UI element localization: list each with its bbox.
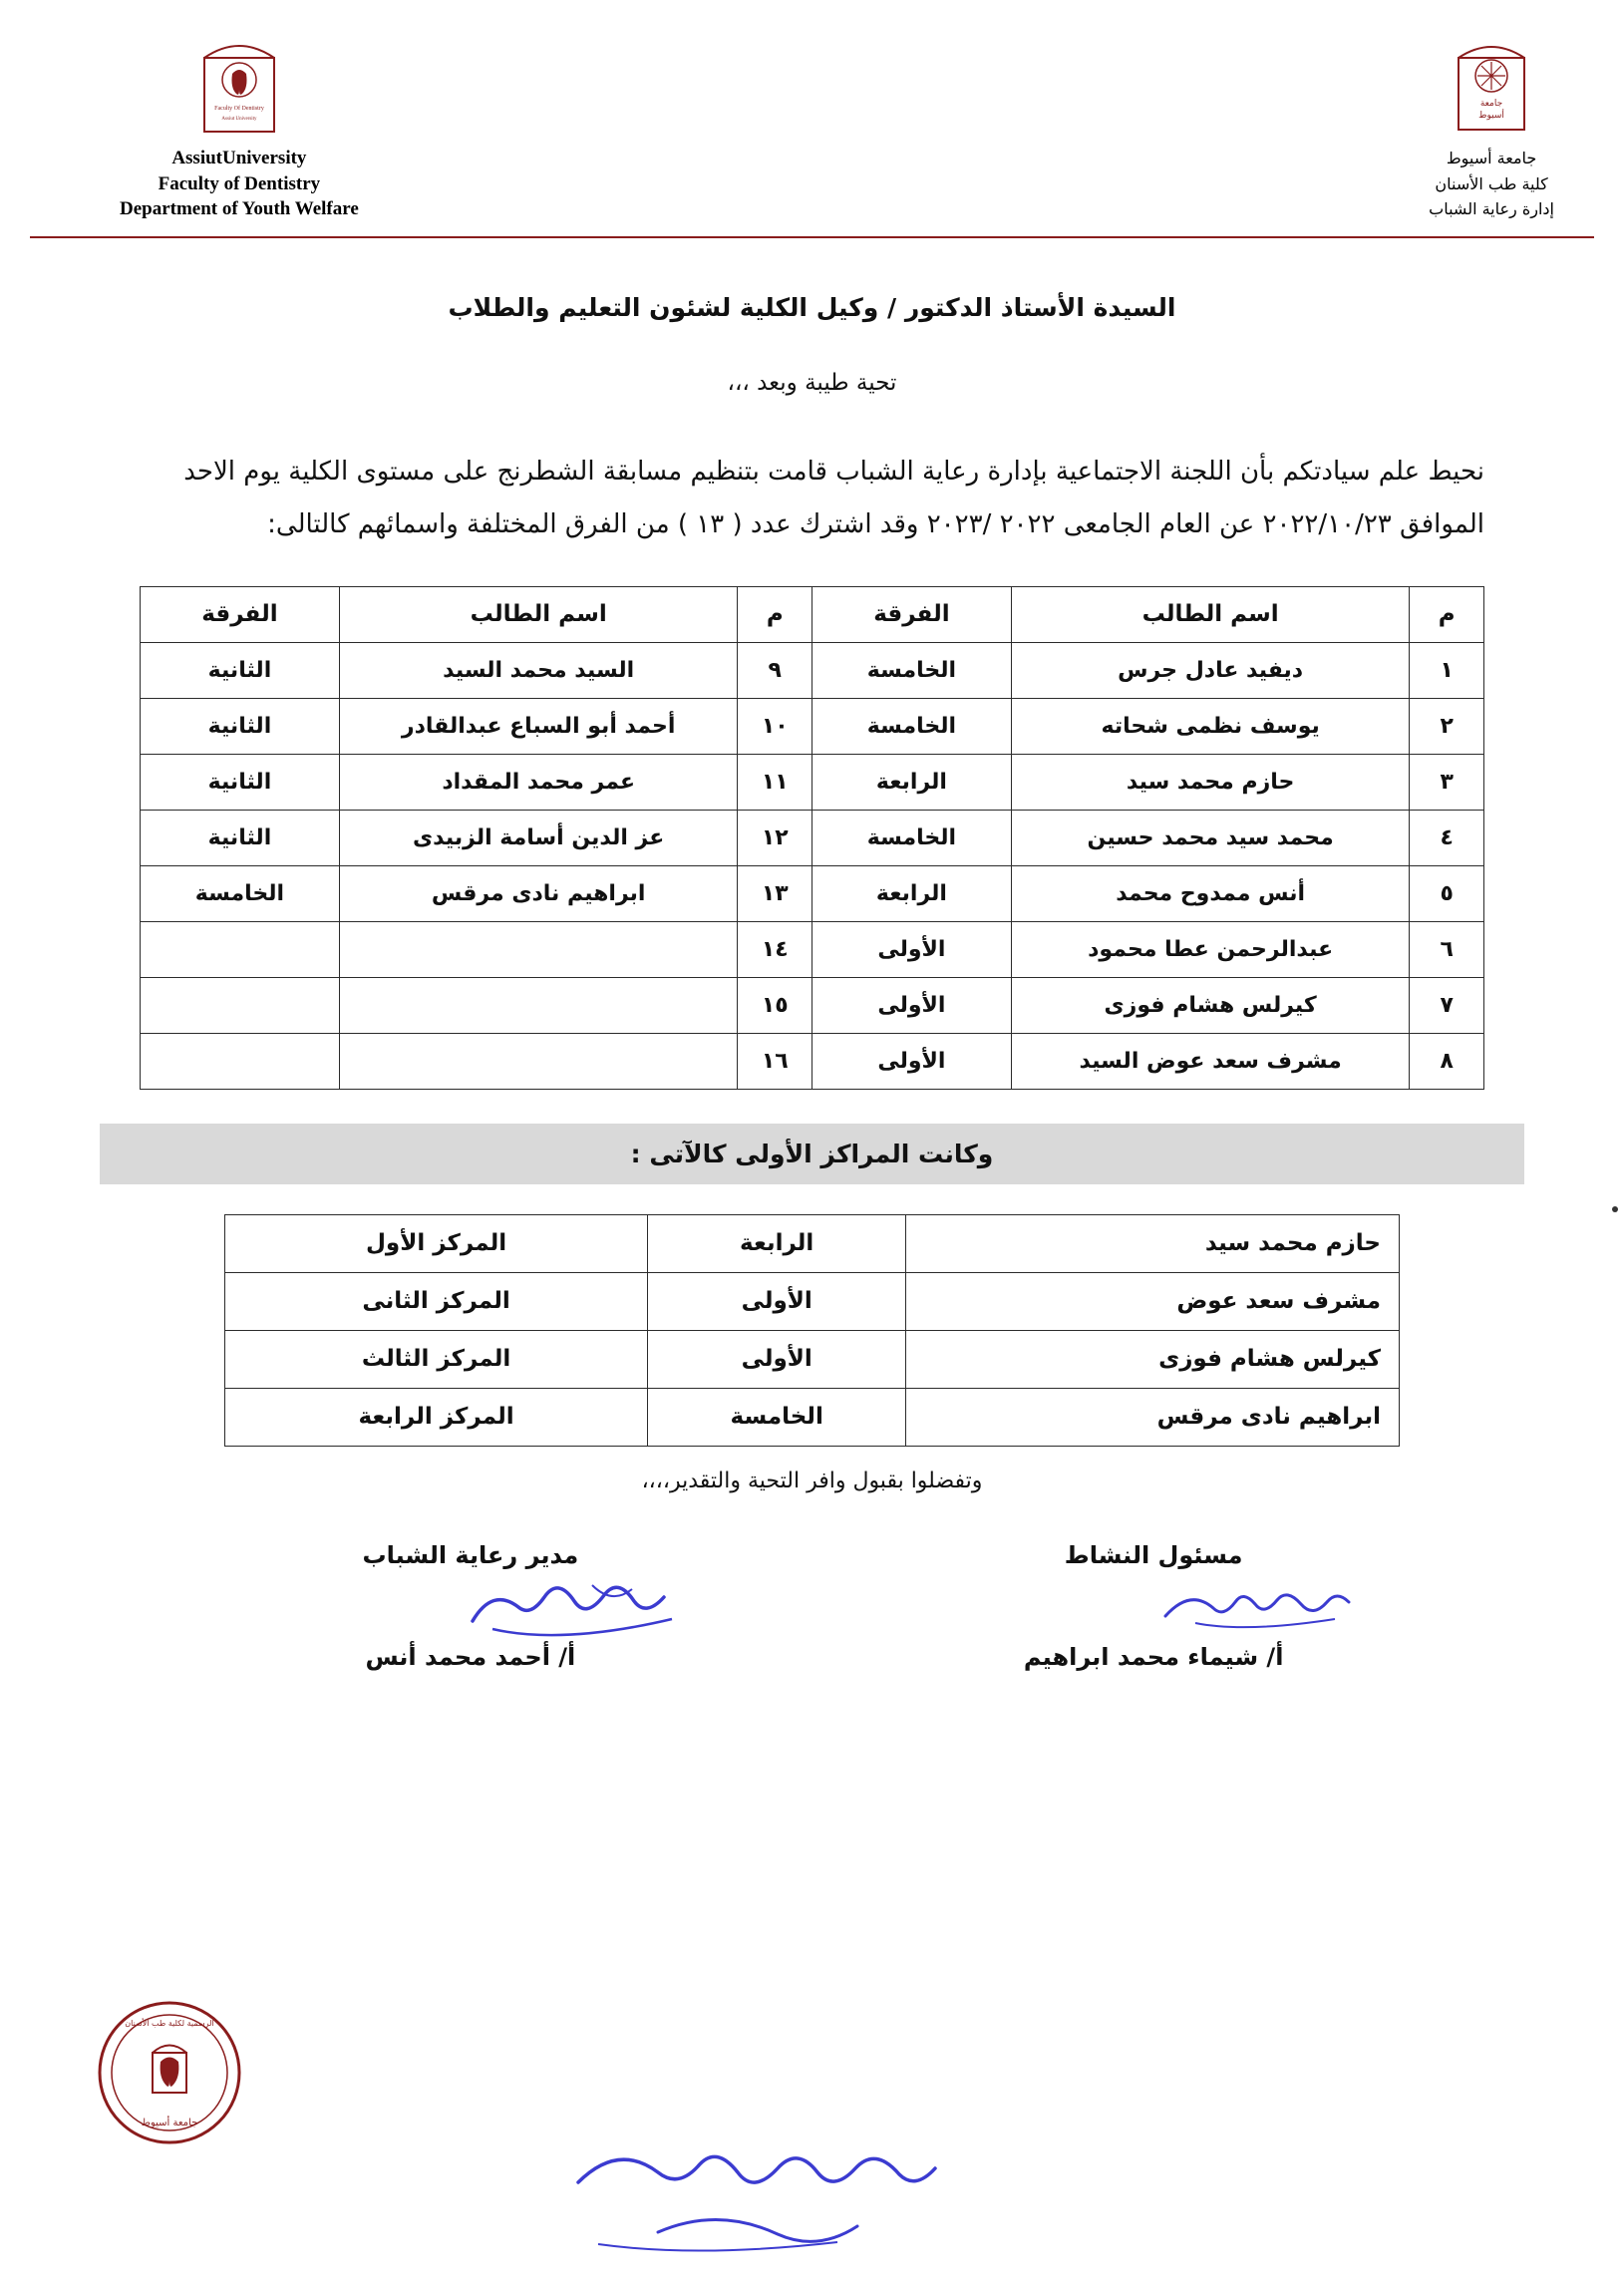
svg-text:الرسمية لكلية طب الأسنان: الرسمية لكلية طب الأسنان — [125, 2019, 214, 2028]
cell-num-left: ١٢ — [738, 810, 812, 865]
participants-table-wrapper — [0, 586, 1624, 1090]
cell-group-left-empty — [141, 921, 340, 977]
cell-name-right: عبدالرحمن عطا محمود — [1011, 921, 1410, 977]
winner-group: الرابعة — [648, 1214, 906, 1272]
svg-text:أسيوط: أسيوط — [1478, 111, 1504, 121]
winner-rank: المركز الثانى — [225, 1272, 648, 1330]
letter-paragraph: نحيط علم سيادتكم بأن اللجنة الاجتماعية بإدارة رعاية الشباب قامت بتنظيم مسابقة الشطرنج على مستوى الكلية يوم الاحد الموافق ٢٠٢٢/١٠/٢٣ عن العام الجامعى ٢٠٢٢ /٢٠٢٣ وقد اشترك عدد ( ١٣ ) من الفرق المختلفة واسمائهم كالتالى: — [183, 456, 1484, 540]
cell-num-left: ١٦ — [738, 1033, 812, 1089]
document-header — [0, 0, 1624, 222]
winner-group: الخامسة — [648, 1388, 906, 1446]
table-row — [141, 698, 1484, 754]
cell-group-right: الخامسة — [812, 810, 1012, 865]
letter-greeting: تحية طيبة وبعد ،،، — [727, 369, 897, 396]
winner-rank: المركز الثالث — [225, 1330, 648, 1388]
assiut-university-crest-icon — [1449, 40, 1534, 136]
header-name-right: اسم الطالب — [1011, 586, 1410, 642]
letter-closing: وتفضلوا بقبول وافر التحية والتقدير،،،، — [641, 1468, 983, 1493]
handwritten-signature-icon — [443, 1571, 762, 1641]
cell-group-left-empty — [141, 1033, 340, 1089]
header-left-logo-block — [120, 40, 359, 222]
cell-group-right: الأولى — [812, 977, 1012, 1033]
winner-name: حازم محمد سيد — [906, 1214, 1400, 1272]
cell-num-right: ٣ — [1410, 754, 1484, 810]
signature-space-right — [862, 1569, 1445, 1643]
cell-num-left: ١٥ — [738, 977, 812, 1033]
winners-table — [224, 1214, 1400, 1447]
header-right-line-2: كلية طب الأسنان — [1435, 173, 1548, 193]
cell-num-left: ١٤ — [738, 921, 812, 977]
svg-text:جامعة أسيوط: جامعة أسيوط — [141, 2118, 198, 2128]
cell-name-left: السيد محمد السيد — [339, 642, 738, 698]
cell-num-left: ٩ — [738, 642, 812, 698]
handwritten-signature-icon — [1126, 1571, 1445, 1641]
table-row — [225, 1214, 1400, 1272]
cell-name-right: أنس ممدوح محمد — [1011, 865, 1410, 921]
cell-num-right: ٥ — [1410, 865, 1484, 921]
cell-group-left: الثانية — [141, 698, 340, 754]
winner-name: مشرف سعد عوض — [906, 1272, 1400, 1330]
cell-num-right: ٦ — [1410, 921, 1484, 977]
cell-group-right: الخامسة — [812, 698, 1012, 754]
letter-body — [0, 293, 1624, 552]
cell-num-right: ١ — [1410, 642, 1484, 698]
cell-name-left-empty — [339, 977, 738, 1033]
winner-group: الأولى — [648, 1330, 906, 1388]
header-left-line-3: Department of Youth Welfare — [120, 198, 359, 220]
cell-name-right: مشرف سعد عوض السيد — [1011, 1033, 1410, 1089]
page-edge-mark — [1612, 1206, 1618, 1212]
letter-addressee: السيدة الأستاذ الدكتور / وكيل الكلية لشئون التعليم والطلاب — [448, 292, 1176, 322]
header-right-line-1: جامعة أسيوط — [1446, 149, 1537, 167]
cell-num-right: ٨ — [1410, 1033, 1484, 1089]
cell-group-left: الثانية — [141, 754, 340, 810]
winner-name: كيرلس هشام فوزى — [906, 1330, 1400, 1388]
cell-name-right: كيرلس هشام فوزى — [1011, 977, 1410, 1033]
table-header-row — [141, 586, 1484, 642]
header-num-left: م — [738, 586, 812, 642]
cell-group-left: الثانية — [141, 810, 340, 865]
signature-name-right: أ/ شيماء محمد ابراهيم — [1023, 1642, 1284, 1671]
cell-group-left-empty — [141, 977, 340, 1033]
table-row — [141, 977, 1484, 1033]
cell-group-right: الرابعة — [812, 865, 1012, 921]
header-right-line-3: إدارة رعاية الشباب — [1429, 199, 1554, 219]
winner-rank: المركز الأول — [225, 1214, 648, 1272]
signature-area — [0, 1493, 1624, 1671]
cell-group-left: الثانية — [141, 642, 340, 698]
cell-name-left: ابراهيم نادى مرقس — [339, 865, 738, 921]
header-divider — [30, 236, 1594, 238]
signature-space-left — [179, 1569, 762, 1643]
cell-num-left: ١٣ — [738, 865, 812, 921]
official-faculty-stamp-icon — [95, 1998, 244, 2147]
cell-name-left: أحمد أبو السباع عبدالقادر — [339, 698, 738, 754]
header-num-right: م — [1410, 586, 1484, 642]
header-left-line-2: Faculty of Dentistry — [158, 172, 321, 194]
svg-text:Faculty Of Dentistry: Faculty Of Dentistry — [214, 106, 264, 112]
handwritten-note-icon — [538, 2113, 1236, 2262]
table-row — [141, 810, 1484, 865]
header-left-line-1: AssiutUniversity — [171, 148, 307, 168]
table-row — [225, 1330, 1400, 1388]
header-name-left: اسم الطالب — [339, 586, 738, 642]
winner-rank: المركز الرابعة — [225, 1388, 648, 1446]
cell-group-right: الأولى — [812, 1033, 1012, 1089]
winner-group: الأولى — [648, 1272, 906, 1330]
table-row — [141, 865, 1484, 921]
cell-group-right: الخامسة — [812, 642, 1012, 698]
cell-group-right: الرابعة — [812, 754, 1012, 810]
header-group-left: الفرقة — [141, 586, 340, 642]
cell-group-right: الأولى — [812, 921, 1012, 977]
cell-name-left: عمر محمد المقداد — [339, 754, 738, 810]
cell-name-left-empty — [339, 1033, 738, 1089]
table-row — [225, 1272, 1400, 1330]
assiut-university-dentistry-crest-icon — [196, 40, 282, 136]
winners-banner: وكانت المراكز الأولى كالآتى : — [100, 1124, 1524, 1184]
cell-name-right: حازم محمد سيد — [1011, 754, 1410, 810]
cell-num-left: ١١ — [738, 754, 812, 810]
participants-table — [140, 586, 1484, 1090]
cell-num-right: ٤ — [1410, 810, 1484, 865]
signature-block-activity-officer — [862, 1541, 1445, 1671]
winners-table-wrapper — [0, 1214, 1624, 1447]
signature-block-youth-welfare-director — [179, 1541, 762, 1671]
table-row — [141, 754, 1484, 810]
table-row — [141, 642, 1484, 698]
table-row — [141, 1033, 1484, 1089]
cell-name-right: يوسف نظمى شحاته — [1011, 698, 1410, 754]
cell-group-left: الخامسة — [141, 865, 340, 921]
signature-title-right: مسئول النشاط — [1064, 1540, 1243, 1569]
table-row — [225, 1388, 1400, 1446]
cell-num-left: ١٠ — [738, 698, 812, 754]
cell-name-right: محمد سيد محمد حسين — [1011, 810, 1410, 865]
cell-num-right: ٢ — [1410, 698, 1484, 754]
cell-name-right: ديفيد عادل جرس — [1011, 642, 1410, 698]
table-row — [141, 921, 1484, 977]
cell-name-left: عز الدين أسامة الزبيدى — [339, 810, 738, 865]
signature-title-left: مدير رعاية الشباب — [362, 1540, 579, 1569]
header-right-logo-block — [1429, 40, 1554, 222]
signature-name-left: أ/ أحمد محمد أنس — [365, 1642, 576, 1671]
cell-num-right: ٧ — [1410, 977, 1484, 1033]
svg-text:جامعة: جامعة — [1479, 99, 1503, 109]
header-group-right: الفرقة — [812, 586, 1012, 642]
svg-text:Assiut University: Assiut University — [221, 117, 257, 122]
winner-name: ابراهيم نادى مرقس — [906, 1388, 1400, 1446]
cell-name-left-empty — [339, 921, 738, 977]
